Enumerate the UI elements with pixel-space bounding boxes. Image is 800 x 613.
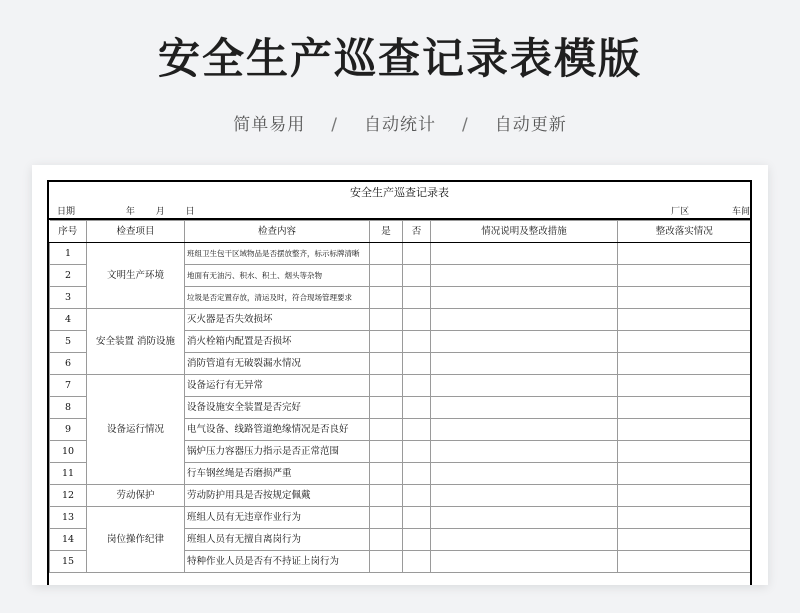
- row-seq: 13: [50, 507, 87, 529]
- yes-cell[interactable]: [370, 243, 403, 265]
- measures-cell[interactable]: [431, 441, 618, 463]
- day-label: 日: [185, 207, 195, 217]
- status-cell[interactable]: [618, 309, 751, 331]
- template-preview-card: [32, 165, 768, 585]
- sheet-title: 安全生产巡查记录表: [350, 186, 449, 199]
- row-seq: 6: [50, 353, 87, 375]
- row-category: 劳动保护: [87, 485, 185, 507]
- status-cell[interactable]: [618, 463, 751, 485]
- row-seq: 10: [50, 441, 87, 463]
- table-body: [50, 243, 751, 573]
- header-content: 检查内容: [185, 221, 370, 243]
- status-cell[interactable]: [618, 507, 751, 529]
- factory-label: 厂区: [671, 207, 690, 217]
- yes-cell[interactable]: [370, 397, 403, 419]
- row-content: 消火栓箱内配置是否损坏: [185, 331, 370, 353]
- row-content: 班组人员有无违章作业行为: [185, 507, 370, 529]
- row-seq: 1: [50, 243, 87, 265]
- row-seq: 14: [50, 529, 87, 551]
- row-content: 地面有无油污、积水、积土、烟头等杂物: [185, 265, 370, 287]
- year-label: 年: [125, 207, 135, 217]
- measures-cell[interactable]: [431, 287, 618, 309]
- yes-cell[interactable]: [370, 375, 403, 397]
- measures-cell[interactable]: [431, 463, 618, 485]
- yes-cell[interactable]: [370, 309, 403, 331]
- no-cell[interactable]: [403, 529, 431, 551]
- feature-easy: 简单易用: [233, 115, 306, 135]
- no-cell[interactable]: [403, 287, 431, 309]
- status-cell[interactable]: [618, 265, 751, 287]
- measures-cell[interactable]: [431, 353, 618, 375]
- row-seq: 9: [50, 419, 87, 441]
- row-seq: 7: [50, 375, 87, 397]
- status-cell[interactable]: [618, 485, 751, 507]
- measures-cell[interactable]: [431, 309, 618, 331]
- status-cell[interactable]: [618, 375, 751, 397]
- row-content: 电气设备、线路管道绝缘情况是否良好: [185, 419, 370, 441]
- row-content: 行车钢丝绳是否磨损严重: [185, 463, 370, 485]
- status-cell[interactable]: [618, 441, 751, 463]
- row-content: 特种作业人员是否有不持证上岗行为: [185, 551, 370, 573]
- table-row: [50, 507, 751, 529]
- feature-auto-stats: 自动统计: [364, 115, 436, 135]
- separator: /: [331, 115, 338, 135]
- measures-cell[interactable]: [431, 507, 618, 529]
- row-content: 设备运行有无异常: [185, 375, 370, 397]
- status-cell[interactable]: [618, 529, 751, 551]
- status-cell[interactable]: [618, 419, 751, 441]
- date-label: 日期: [57, 207, 76, 217]
- row-content: 消防管道有无破裂漏水情况: [185, 353, 370, 375]
- header-yes: 是: [370, 221, 403, 243]
- yes-cell[interactable]: [370, 529, 403, 551]
- table-row: [50, 309, 751, 331]
- row-seq: 5: [50, 331, 87, 353]
- feature-auto-update: 自动更新: [494, 115, 567, 135]
- measures-cell[interactable]: [431, 265, 618, 287]
- measures-cell[interactable]: [431, 419, 618, 441]
- row-seq: 11: [50, 463, 87, 485]
- row-content: 劳动防护用具是否按规定佩戴: [185, 485, 370, 507]
- no-cell[interactable]: [403, 309, 431, 331]
- yes-cell[interactable]: [370, 353, 403, 375]
- table-row: [50, 485, 751, 507]
- measures-cell[interactable]: [431, 529, 618, 551]
- header-item: 检查项目: [87, 221, 185, 243]
- measures-cell[interactable]: [431, 331, 618, 353]
- table-row: [50, 243, 751, 265]
- no-cell[interactable]: [403, 419, 431, 441]
- row-seq: 12: [50, 485, 87, 507]
- no-cell[interactable]: [403, 375, 431, 397]
- no-cell[interactable]: [403, 265, 431, 287]
- row-content: 灭火器是否失效损坏: [185, 309, 370, 331]
- measures-cell[interactable]: [431, 397, 618, 419]
- status-cell[interactable]: [618, 397, 751, 419]
- feature-tagline: [0, 110, 800, 135]
- measures-cell[interactable]: [431, 375, 618, 397]
- row-content: 班组卫生包干区域物品是否摆放整齐，标示标牌清晰: [185, 243, 370, 265]
- month-label: 月: [155, 207, 165, 217]
- status-cell[interactable]: [618, 287, 751, 309]
- table-row: [50, 375, 751, 397]
- row-seq: 4: [50, 309, 87, 331]
- measures-cell[interactable]: [431, 485, 618, 507]
- status-cell[interactable]: [618, 353, 751, 375]
- table-header-row: [50, 221, 751, 243]
- measures-cell[interactable]: [431, 243, 618, 265]
- header-no: 否: [403, 221, 431, 243]
- row-seq: 8: [50, 397, 87, 419]
- status-cell[interactable]: [618, 551, 751, 573]
- row-content: 班组人员有无擅自离岗行为: [185, 529, 370, 551]
- header-seq: 序号: [50, 221, 87, 243]
- row-content: 设备设施安全装置是否完好: [185, 397, 370, 419]
- spreadsheet: [47, 180, 752, 585]
- yes-cell[interactable]: [370, 507, 403, 529]
- row-seq: 15: [50, 551, 87, 573]
- page-title: 安全生产巡查记录表模版: [157, 34, 642, 83]
- row-category: 岗位操作纪律: [87, 507, 185, 573]
- row-category: 安全装置 消防设施: [87, 309, 185, 375]
- workshop-label: 车间: [731, 207, 750, 217]
- yes-cell[interactable]: [370, 287, 403, 309]
- row-category: 文明生产环境: [87, 243, 185, 309]
- row-category: 设备运行情况: [87, 375, 185, 485]
- measures-cell[interactable]: [431, 551, 618, 573]
- date-fields: [57, 204, 213, 217]
- status-cell[interactable]: [618, 243, 751, 265]
- row-content: 锅炉压力容器压力指示是否正常范围: [185, 441, 370, 463]
- header-status: 整改落实情况: [618, 221, 751, 243]
- no-cell[interactable]: [403, 331, 431, 353]
- row-content: 垃圾是否定置存放，清运及时，符合现场管理要求: [185, 287, 370, 309]
- yes-cell[interactable]: [370, 419, 403, 441]
- no-cell[interactable]: [403, 397, 431, 419]
- no-cell[interactable]: [403, 441, 431, 463]
- status-cell[interactable]: [618, 331, 751, 353]
- header-measures: 情况说明及整改措施: [431, 221, 618, 243]
- row-seq: 2: [50, 265, 87, 287]
- yes-cell[interactable]: [370, 441, 403, 463]
- no-cell[interactable]: [403, 485, 431, 507]
- separator: /: [462, 115, 469, 135]
- no-cell[interactable]: [403, 463, 431, 485]
- location-fields: [631, 204, 750, 217]
- yes-cell[interactable]: [370, 331, 403, 353]
- yes-cell[interactable]: [370, 551, 403, 573]
- yes-cell[interactable]: [370, 463, 403, 485]
- row-seq: 3: [50, 287, 87, 309]
- no-cell[interactable]: [403, 507, 431, 529]
- yes-cell[interactable]: [370, 265, 403, 287]
- no-cell[interactable]: [403, 243, 431, 265]
- inspection-table: [49, 220, 751, 573]
- yes-cell[interactable]: [370, 485, 403, 507]
- no-cell[interactable]: [403, 353, 431, 375]
- no-cell[interactable]: [403, 551, 431, 573]
